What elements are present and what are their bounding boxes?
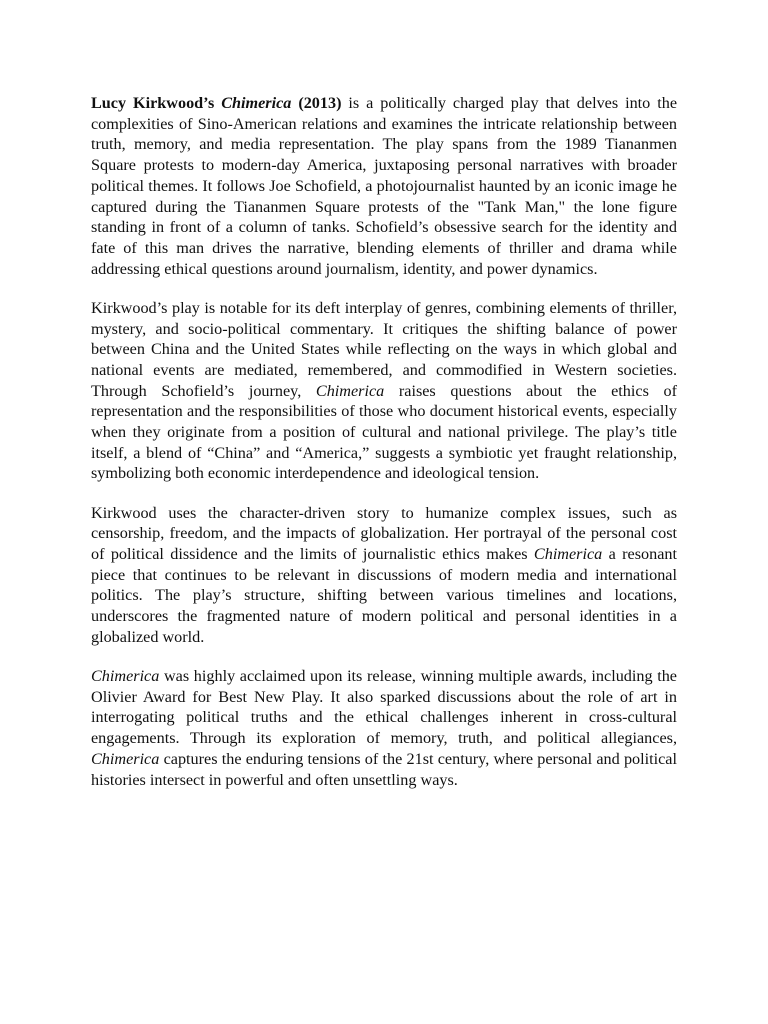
paragraph-1 xyxy=(91,93,677,279)
paragraph-text: a resonant piece that continues to be relevant in discussions of modern media and international politics. The play’s structure, shifting between various timelines and locations, underscores the fragmented nature of modern political and personal identities in a globalized world. xyxy=(91,545,677,646)
paragraph-text: raises questions about the ethics of representation and the responsibilities of those who document historical events, especially when they originate from a position of cultural and national privilege. The play’s title itself, a blend of “China” and “America,” suggests a symbiotic yet fraught relationship, symbolizing both economic interdependence and ideological tension. xyxy=(91,381,677,483)
paragraph-4 xyxy=(91,666,677,790)
document-page xyxy=(91,93,677,809)
play-title-chimerica: Chimerica xyxy=(221,94,292,112)
paragraph-text: captures the enduring tensions of the 21st century, where personal and political histories intersect in powerful and often unsettling ways. xyxy=(91,749,677,789)
paragraph-text: was highly acclaimed upon its release, winning multiple awards, including the Olivier Award for Best New Play. It also sparked discussions about the role of art in interrogating political truths and the ethical challenges inherent in cross-cultural engagements. Through its exploration of memory, truth, and political allegiances, xyxy=(91,667,677,748)
play-title-chimerica: Chimerica xyxy=(91,749,160,768)
paragraph-3 xyxy=(91,503,677,648)
author-title-bold: Lucy Kirkwood’s xyxy=(91,94,222,112)
play-title-chimerica: Chimerica xyxy=(91,667,160,686)
paragraph-text: Kirkwood’s play is notable for its deft interplay of genres, combining elements of thriller, mystery, and socio-political commentary. It critiques the shifting balance of power between China and the United States while reflecting on the ways in which global and national events are mediated, remembered, and commodified in Western societies. Through Schofield’s journey, xyxy=(91,298,677,400)
play-title-chimerica: Chimerica xyxy=(533,545,603,564)
play-year: (2013) xyxy=(291,94,342,112)
paragraph-2 xyxy=(91,298,677,484)
paragraph-text: Kirkwood uses the character-driven story to humanize complex issues, such as censorship, freedom, and the impacts of globalization. Her portrayal of the personal cost of political dissidence and the limits of journalistic ethics makes xyxy=(91,503,677,564)
paragraph-text: is a politically charged play that delves into the complexities of Sino-American relations and examines the intricate relationship between truth, memory, and media representation. The play spans from the 1989 Tiananmen Square protests to modern-day America, juxtaposing personal narratives with broader political themes. It follows Joe Schofield, a photojournalist haunted by an iconic image he captured during the Tiananmen Square protests of the "Tank Man," the lone figure standing in front of a column of tanks. Schofield’s obsessive search for the identity and fate of this man drives the narrative, blending elements of thriller and drama while addressing ethical questions around journalism, identity, and power dynamics. xyxy=(91,94,677,278)
play-title-chimerica: Chimerica xyxy=(315,381,385,400)
